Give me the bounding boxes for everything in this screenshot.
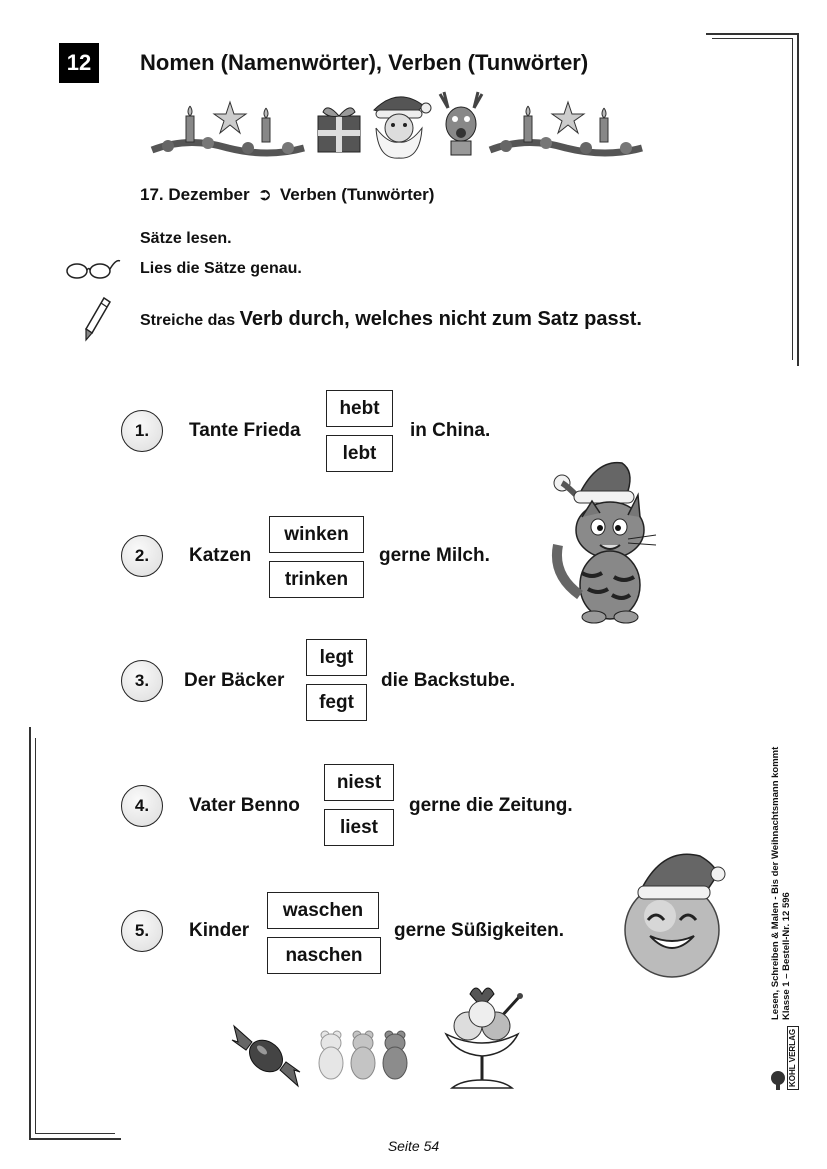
candle-garland-icon (490, 102, 642, 154)
instruction-read-carefully: Lies die Sätze genau. (140, 260, 302, 277)
exercise-number: 4. (121, 785, 163, 827)
instruction-strike-small: Streiche das (140, 312, 236, 329)
smiley-santa-hat-icon (622, 848, 730, 980)
verb-option-2[interactable]: trinken (269, 561, 364, 598)
christmas-banner (148, 88, 648, 163)
candy-icon (230, 1020, 302, 1090)
verb-option-1[interactable]: winken (269, 516, 364, 553)
worksheet-number: 12 (59, 43, 99, 83)
sentence-end: gerne Süßigkeiten. (394, 920, 564, 941)
verb-option-1[interactable]: hebt (326, 390, 393, 427)
publisher-sidebar (770, 690, 792, 1020)
instruction-read: Sätze lesen. (140, 230, 232, 247)
santa-icon (374, 97, 431, 158)
frame-bottom-left-h2 (35, 1133, 115, 1134)
page-number: Seite 54 (387, 1138, 440, 1154)
frame-bottom-left-v2 (35, 738, 36, 1134)
exercise-number: 5. (121, 910, 163, 952)
sentence-end: in China. (410, 420, 491, 441)
instruction-strike (140, 308, 642, 331)
verb-option-2[interactable]: naschen (267, 937, 381, 974)
frame-top-right-h (706, 33, 798, 35)
verb-option-1[interactable]: niest (324, 764, 394, 801)
gift-icon (318, 108, 360, 152)
sentence-start: Kinder (189, 920, 250, 941)
frame-bottom-left-v (29, 727, 31, 1139)
verb-option-2[interactable]: lebt (326, 435, 393, 472)
sentence-start: Katzen (189, 545, 252, 566)
sidebar-order-number: Klasse 1 – Bestell-Nr. 12 596 (781, 892, 792, 1020)
sentence-end: die Backstube. (381, 670, 516, 691)
pencil-icon (82, 295, 114, 343)
verb-option-2[interactable]: fegt (306, 684, 367, 721)
frame-top-right-v2 (792, 38, 793, 360)
glasses-icon (64, 255, 122, 281)
frame-top-right-v (797, 33, 799, 366)
sentence-end: gerne Milch. (379, 545, 490, 566)
cat-santa-hat-icon (548, 455, 666, 625)
publisher-logo-text: KOHL VERLAG (787, 1026, 799, 1090)
ice-cream-icon (442, 982, 526, 1094)
verb-option-1[interactable]: waschen (267, 892, 379, 929)
gummy-bears-icon (315, 1025, 415, 1083)
sentence-start: Vater Benno (189, 795, 300, 816)
sentence-start: Tante Frieda (189, 420, 301, 441)
exercise-number: 3. (121, 660, 163, 702)
exercise-number: 2. (121, 535, 163, 577)
frame-top-right-h2 (712, 38, 792, 39)
verb-option-1[interactable]: legt (306, 639, 367, 676)
verb-option-2[interactable]: liest (324, 809, 394, 846)
candle-garland-icon (152, 102, 304, 154)
instruction-strike-large: Verb durch, welches nicht zum Satz passt. (239, 308, 642, 330)
reindeer-icon (440, 92, 482, 155)
topic-label: Verben (Tunwörter) (279, 185, 435, 204)
exercise-number: 1. (121, 410, 163, 452)
page-title: Nomen (Namenwörter), Verben (Tunwörter) (140, 50, 589, 75)
sidebar-title: Lesen, Schreiben & Malen - Bis der Weihnachtsmann kommt (770, 746, 781, 1020)
sentence-end: gerne die Zeitung. (409, 795, 573, 816)
date-label: 17. Dezember (140, 185, 250, 204)
arrow-icon: ➲ (257, 185, 272, 204)
subheading (140, 185, 434, 205)
sentence-start: Der Bäcker (184, 670, 285, 691)
